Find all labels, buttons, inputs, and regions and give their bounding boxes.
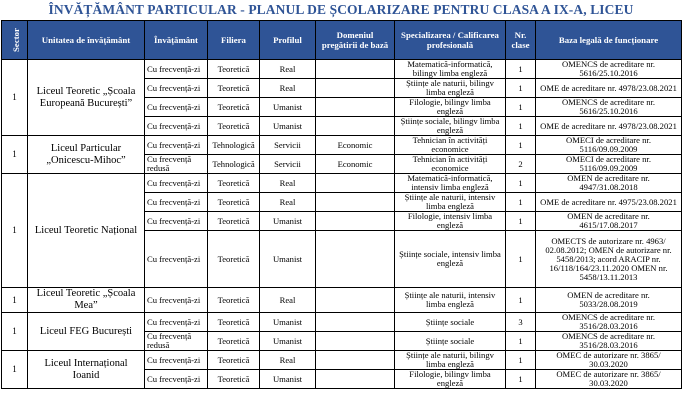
specialization-cell: Științe sociale (395, 332, 506, 351)
table-body (2, 60, 682, 389)
classes-count-cell: 1 (506, 60, 536, 79)
table-header-row (2, 21, 682, 60)
specialization-cell: Științe ale naturii, bilingv limba engleză (395, 351, 506, 370)
profile-cell: Real (260, 288, 316, 313)
legal-basis-cell: OME de acreditare nr. 4978/23.08.2021 (536, 117, 682, 136)
classes-count-cell: 3 (506, 313, 536, 332)
header-unit: Unitatea de învățământ (28, 21, 145, 60)
profile-cell: Umanist (260, 117, 316, 136)
stream-cell: Teoretică (208, 193, 260, 212)
classes-count-cell: 1 (506, 193, 536, 212)
domain-cell (316, 288, 395, 313)
profile-cell: Umanist (260, 231, 316, 288)
profile-cell: Umanist (260, 313, 316, 332)
legal-basis-cell: OMEC de autorizare nr. 3865/ 30.03.2020 (536, 351, 682, 370)
domain-cell (316, 370, 395, 389)
legal-basis-cell: OMENCS de acreditare nr. 3516/28.03.2016 (536, 332, 682, 351)
specialization-cell: Științe sociale, intensiv limba engleză (395, 231, 506, 288)
profile-cell: Umanist (260, 212, 316, 231)
form-cell: Cu frecvență-zi (145, 174, 208, 193)
domain-cell (316, 98, 395, 117)
classes-count-cell: 1 (506, 174, 536, 193)
legal-basis-cell: OMECI de acreditare nr. 5116/09.09.2009 (536, 155, 682, 174)
specialization-cell: Tehnician în activități economice (395, 136, 506, 155)
stream-cell: Teoretică (208, 288, 260, 313)
form-cell: Cu frecvență-zi (145, 313, 208, 332)
domain-cell (316, 193, 395, 212)
specialization-cell: Filologie, bilingv limba engleză (395, 370, 506, 389)
sector-cell: 1 (2, 174, 28, 288)
school-name-cell: Liceul Internațional Ioanid (28, 351, 145, 389)
legal-basis-cell: OMEN de acreditare nr. 4615/17.08.2017 (536, 212, 682, 231)
form-cell: Cu frecvență-zi (145, 288, 208, 313)
domain-cell: Economic (316, 155, 395, 174)
stream-cell: Teoretică (208, 351, 260, 370)
stream-cell: Teoretică (208, 212, 260, 231)
stream-cell: Teoretică (208, 79, 260, 98)
stream-cell: Teoretică (208, 370, 260, 389)
stream-cell: Teoretică (208, 231, 260, 288)
domain-cell (316, 332, 395, 351)
profile-cell: Real (260, 351, 316, 370)
legal-basis-cell: OMENCS de acreditare nr. 3516/28.03.2016 (536, 313, 682, 332)
header-profile: Profilul (260, 21, 316, 60)
classes-count-cell: 2 (506, 155, 536, 174)
stream-cell: Tehnologică (208, 136, 260, 155)
profile-cell: Servicii (260, 136, 316, 155)
legal-basis-cell: OMENCS de acreditare nr. 5616/25.10.2016 (536, 60, 682, 79)
specialization-cell: Matematică-informatică, intensiv limba engleză (395, 174, 506, 193)
schooling-plan-table (1, 20, 682, 389)
legal-basis-cell: OMENCS de acreditare nr. 5616/25.10.2016 (536, 98, 682, 117)
form-cell: Cu frecvență-zi (145, 231, 208, 288)
classes-count-cell: 1 (506, 351, 536, 370)
specialization-cell: Filologie, intensiv limba engleză (395, 212, 506, 231)
legal-basis-cell: OMECI de acreditare nr. 5116/09.09.2009 (536, 136, 682, 155)
specialization-cell: Tehnician în activități economice (395, 155, 506, 174)
legal-basis-cell: OMEN de acreditare nr. 4947/31.08.2018 (536, 174, 682, 193)
specialization-cell: Științe sociale, bilingv limba engleză (395, 117, 506, 136)
table-row (2, 60, 682, 79)
profile-cell: Umanist (260, 370, 316, 389)
profile-cell: Servicii (260, 155, 316, 174)
table-row (2, 136, 682, 155)
school-name-cell: Liceul Teoretic Național (28, 174, 145, 288)
legal-basis-cell: OME de acreditare nr. 4975/23.08.2021 (536, 193, 682, 212)
classes-count-cell: 1 (506, 231, 536, 288)
header-form: Învățământ (145, 21, 208, 60)
sector-cell: 1 (2, 136, 28, 174)
school-name-cell: Liceul Particular „Onicescu-Mihoc” (28, 136, 145, 174)
specialization-cell: Științe ale naturii, intensiv limba engleză (395, 193, 506, 212)
form-cell: Cu frecvență-zi (145, 117, 208, 136)
domain-cell (316, 231, 395, 288)
classes-count-cell: 1 (506, 332, 536, 351)
header-sector: Sector (2, 21, 28, 60)
profile-cell: Real (260, 79, 316, 98)
classes-count-cell: 1 (506, 79, 536, 98)
school-name-cell: Liceul Teoretic „Școala Europeană București” (28, 60, 145, 136)
form-cell: Cu frecvență-zi (145, 370, 208, 389)
profile-cell: Umanist (260, 98, 316, 117)
form-cell: Cu frecvență-zi (145, 212, 208, 231)
table-row (2, 351, 682, 370)
domain-cell (316, 313, 395, 332)
specialization-cell: Matematică-informatică, bilingv limba engleză (395, 60, 506, 79)
stream-cell: Teoretică (208, 98, 260, 117)
table-row (2, 288, 682, 313)
classes-count-cell: 1 (506, 370, 536, 389)
sector-cell: 1 (2, 351, 28, 389)
specialization-cell: Științe ale naturii, intensiv limba engleză (395, 288, 506, 313)
legal-basis-cell: OME de acreditare nr. 4978/23.08.2021 (536, 79, 682, 98)
legal-basis-cell: OMEC de autorizare nr. 3865/ 30.03.2020 (536, 370, 682, 389)
classes-count-cell: 1 (506, 212, 536, 231)
school-name-cell: Liceul FEG București (28, 313, 145, 351)
domain-cell (316, 212, 395, 231)
form-cell: Cu frecvență redusă (145, 332, 208, 351)
domain-cell (316, 79, 395, 98)
school-name-cell: Liceul Teoretic „Școala Mea” (28, 288, 145, 313)
header-domain: Domeniul pregătirii de bază (316, 21, 395, 60)
header-classes: Nr. clase (506, 21, 536, 60)
page-title: ÎNVĂȚĂMÂNT PARTICULAR - PLANUL DE ȘCOLARIZARE PENTRU CLASA A IX-A, LICEU (48, 2, 634, 17)
profile-cell: Real (260, 193, 316, 212)
domain-cell (316, 60, 395, 79)
header-legal: Baza legală de funcționare (536, 21, 682, 60)
table-row (2, 313, 682, 332)
domain-cell: Economic (316, 136, 395, 155)
form-cell: Cu frecvență-zi (145, 351, 208, 370)
classes-count-cell: 1 (506, 288, 536, 313)
header-stream: Filiera (208, 21, 260, 60)
legal-basis-cell: OMECTS de autorizare nr. 4963/ 02.08.2012; OMEN de autorizare nr. 5458/2013; acord ARACIP nr. 16/118/164/23.11.2020 OMEN nr. 5458/13.11.2013 (536, 231, 682, 288)
stream-cell: Teoretică (208, 174, 260, 193)
form-cell: Cu frecvență-zi (145, 136, 208, 155)
sector-cell: 1 (2, 288, 28, 313)
stream-cell: Teoretică (208, 332, 260, 351)
profile-cell: Real (260, 174, 316, 193)
form-cell: Cu frecvență redusă (145, 155, 208, 174)
stream-cell: Teoretică (208, 117, 260, 136)
domain-cell (316, 174, 395, 193)
classes-count-cell: 1 (506, 136, 536, 155)
classes-count-cell: 1 (506, 98, 536, 117)
header-spec: Specializarea / Calificarea profesională (395, 21, 506, 60)
table-row (2, 174, 682, 193)
specialization-cell: Științe ale naturii, bilingv limba engleză (395, 79, 506, 98)
profile-cell: Real (260, 60, 316, 79)
stream-cell: Teoretică (208, 60, 260, 79)
form-cell: Cu frecvență-zi (145, 79, 208, 98)
stream-cell: Tehnologică (208, 155, 260, 174)
form-cell: Cu frecvență-zi (145, 98, 208, 117)
specialization-cell: Filologie, bilingv limba engleză (395, 98, 506, 117)
stream-cell: Teoretică (208, 313, 260, 332)
sector-cell: 1 (2, 60, 28, 136)
specialization-cell: Științe sociale (395, 313, 506, 332)
domain-cell (316, 117, 395, 136)
classes-count-cell: 1 (506, 117, 536, 136)
profile-cell: Umanist (260, 332, 316, 351)
legal-basis-cell: OMEN de acreditare nr. 5033/28.08.2019 (536, 288, 682, 313)
form-cell: Cu frecvență-zi (145, 193, 208, 212)
sector-cell: 1 (2, 313, 28, 351)
domain-cell (316, 351, 395, 370)
form-cell: Cu frecvență-zi (145, 60, 208, 79)
